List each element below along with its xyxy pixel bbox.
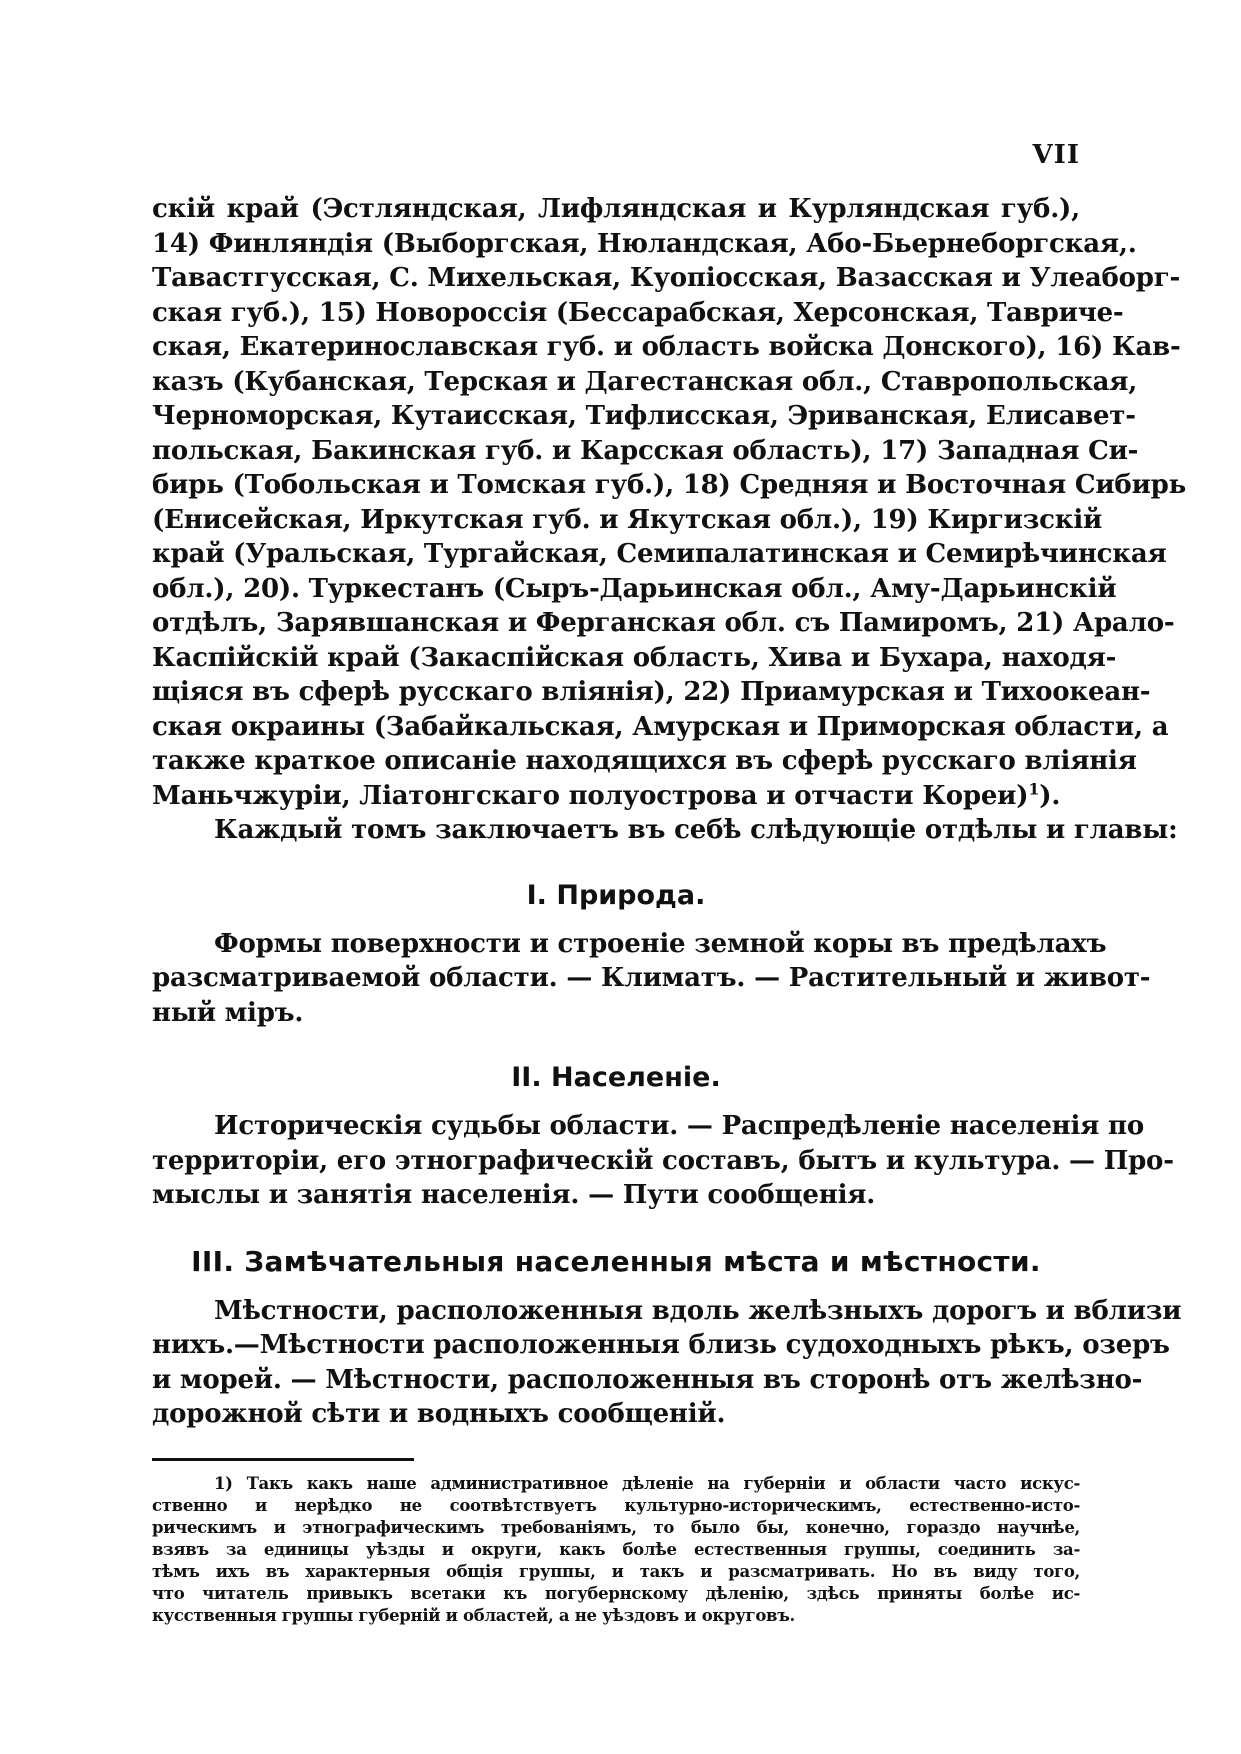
footnote-line: взявъ за единицы уѣзды и округи, какъ болѣе естественныя группы, соединить за-	[152, 1539, 1080, 1559]
text-line: бирь (Тобольская и Томская губ.), 18) Средняя и Восточная Сибирь	[152, 470, 1187, 500]
text-line: Мѣстности, расположенныя вдоль желѣзныхъ дорогъ и вблизи	[214, 1295, 1182, 1326]
text-line: ская окраины (Забайкальская, Амурская и Приморская области, а	[152, 711, 1169, 742]
section-population	[152, 1062, 1174, 1213]
section-places	[152, 1244, 1182, 1432]
text-line: мыслы и занятія населенія. — Пути сообщенія.	[152, 1180, 876, 1210]
text-line: территоріи, его этнографическій составъ, бытъ и культура. — Про-	[152, 1145, 1174, 1176]
text-line: дорожной сѣти и водныхъ сообщеній.	[152, 1399, 726, 1429]
text-line: Каспійскій край (Закаспійская область, Хива и Бухара, находя-	[152, 642, 1117, 673]
text-line: щіяся въ сферѣ русскаго вліянія), 22) Приамурская и Тихоокеан-	[152, 677, 1151, 707]
section-title: II. Населеніе.	[511, 1062, 721, 1093]
book-page	[152, 140, 1187, 1627]
text-line	[152, 779, 1080, 814]
text-line: разсматриваемой области. — Климатъ. — Растительный и живот-	[152, 963, 1151, 993]
text-line: скій край (Эстляндская, Лифляндская и Курляндская губ.),	[152, 194, 1080, 224]
text-line: ская губ.), 15) Новороссія (Бессарабская, Херсонская, Тавриче-	[152, 297, 1124, 328]
text-line: ская, Екатеринославская губ. и область войска Донского), 16) Кав-	[152, 332, 1181, 362]
footnote-divider	[152, 1458, 414, 1461]
footnote-line: рическимъ и этнографическимъ требованіямъ, то было бы, конечно, гораздо научнѣе,	[152, 1517, 1080, 1537]
text-line: казъ (Кубанская, Терская и Дагестанская обл., Ставропольская,	[152, 366, 1138, 397]
page-number: VII	[1032, 140, 1080, 170]
footnote-reference: 1	[1028, 778, 1040, 798]
text-line: край (Уральская, Тургайская, Семипалатинская и Семирѣчинская	[152, 539, 1167, 569]
section-nature	[152, 879, 1151, 1031]
footnote-line: 1) Такъ какъ наше административное дѣленіе на губерніи и области часто искус-	[214, 1473, 1080, 1493]
footnote-line: ственно и нерѣдко не соотвѣтствуетъ культурно-историческимъ, естественно-исто-	[152, 1495, 1080, 1515]
text-line-tail: ).	[1039, 780, 1061, 811]
text-line: обл.), 20). Туркестанъ (Сыръ-Дарьинская обл., Аму-Дарьинскій	[152, 573, 1117, 604]
summary-line: Каждый томъ заключаетъ въ себѣ слѣдующіе отдѣлы и главы:	[214, 815, 1178, 845]
footnote-line: кусственныя группы губерній и областей, а не уѣздовъ и округовъ.	[152, 1605, 795, 1625]
text-line: и морей. — Мѣстности, расположенныя въ сторонѣ отъ желѣзно-	[152, 1364, 1143, 1395]
text-line: Черноморская, Кутаисская, Тифлисская, Эриванская, Елисавет-	[152, 401, 1136, 431]
text-line: Историческія судьбы области. — Распредѣленіе населенія по	[214, 1111, 1145, 1141]
text-line: отдѣлъ, Зарявшанская и Ферганская обл. съ Памиромъ, 21) Арало-	[152, 608, 1175, 638]
text-line-content: Маньчжуріи, Ліатонгскаго полуострова и отчасти Кореи)	[152, 780, 1029, 811]
text-line: нихъ.—Мѣстности расположенныя близь судоходныхъ рѣкъ, озеръ	[152, 1330, 1170, 1360]
text-line: Тавастгусская, С. Михельская, Куопіосская, Вазасская и Улеаборг-	[152, 263, 1181, 293]
text-line: (Енисейская, Иркутская губ. и Якутская обл.), 19) Киргизскій	[152, 504, 1103, 535]
text-line: 14) Финляндія (Выборгская, Нюландская, Або-Бьернеборгская,.	[152, 228, 1137, 259]
intro-paragraph	[152, 192, 1187, 848]
section-title: III. Замѣчательныя населенныя мѣста и мѣстности.	[191, 1244, 1041, 1278]
text-line: польская, Бакинская губ. и Карсская область), 17) Западная Си-	[152, 435, 1139, 466]
text-line: также краткое описаніе находящихся въ сферѣ русскаго вліянія	[152, 746, 1137, 776]
text-line: ный міръ.	[152, 997, 304, 1028]
section-title: I. Природа.	[526, 879, 706, 911]
footnote	[152, 1473, 1080, 1627]
footnote-line: тѣмъ ихъ въ характерныя общія группы, и такъ и разсматривать. Но въ виду того,	[152, 1561, 1080, 1581]
footnote-line: что читатель привыкъ всетаки къ погубернскому дѣленію, здѣсь приняты болѣе ис-	[152, 1583, 1080, 1603]
text-line: Формы поверхности и строеніе земной коры въ предѣлахъ	[214, 928, 1107, 959]
